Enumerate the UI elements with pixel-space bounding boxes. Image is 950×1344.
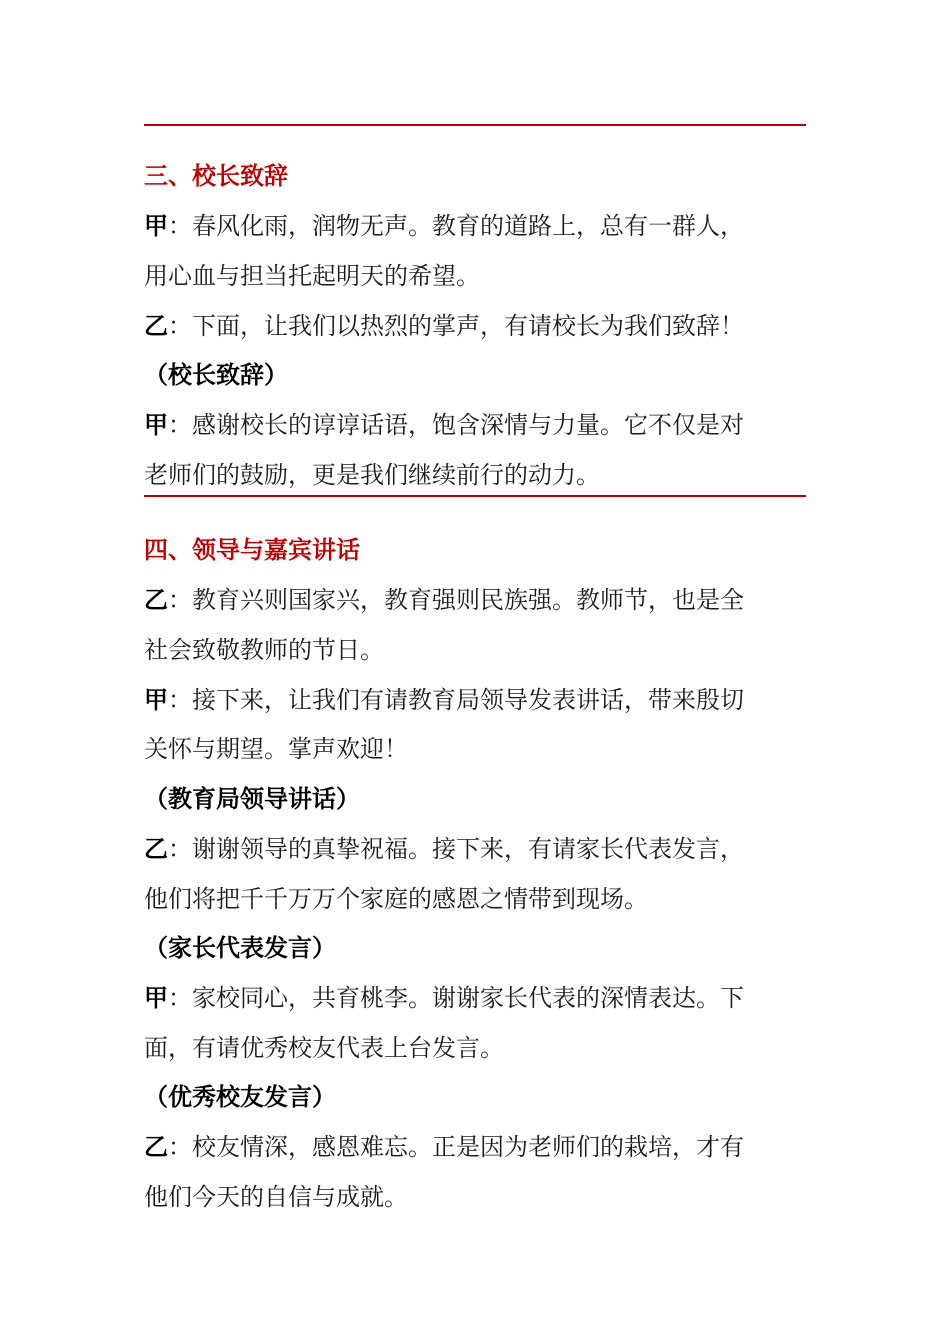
dialogue-text: ：家校同心，共育桃李。谢谢家长代表的深情表达。下	[168, 984, 744, 1012]
stage-direction: （优秀校友发言）	[144, 1083, 336, 1111]
speaker-label: 乙	[144, 835, 168, 863]
dialogue-line	[144, 633, 814, 667]
dialogue-line	[144, 458, 814, 492]
dialogue-text: ：下面，让我们以热烈的掌声，有请校长为我们致辞！	[168, 312, 744, 340]
dialogue-line	[144, 1180, 814, 1214]
speaker-label: 甲	[144, 212, 168, 240]
speaker-label: 乙	[144, 586, 168, 614]
dialogue-line	[144, 259, 814, 293]
section-heading-principal-speech: 三、校长致辞	[144, 162, 288, 190]
stage-direction: （校长致辞）	[144, 361, 288, 389]
dialogue-line	[144, 832, 814, 866]
dialogue-text: 关怀与期望。掌声欢迎！	[144, 735, 408, 763]
dialogue-text: 老师们的鼓励，更是我们继续前行的动力。	[144, 461, 600, 489]
section-divider	[144, 495, 806, 497]
speaker-label: 甲	[144, 411, 168, 439]
dialogue-text: ：校友情深，感恩难忘。正是因为老师们的栽培，才有	[168, 1133, 744, 1161]
dialogue-text: 他们将把千千万万个家庭的感恩之情带到现场。	[144, 885, 648, 913]
dialogue-line	[144, 732, 814, 766]
stage-direction: （教育局领导讲话）	[144, 785, 360, 813]
top-divider	[144, 124, 806, 126]
dialogue-text: 用心血与担当托起明天的希望。	[144, 262, 480, 290]
dialogue-line	[144, 583, 814, 617]
dialogue-line	[144, 309, 814, 343]
dialogue-line	[144, 209, 814, 243]
dialogue-text: ：春风化雨，润物无声。教育的道路上，总有一群人，	[168, 212, 744, 240]
dialogue-text: ：接下来，让我们有请教育局领导发表讲话，带来殷切	[168, 686, 744, 714]
speaker-label: 甲	[144, 686, 168, 714]
dialogue-text: 面，有请优秀校友代表上台发言。	[144, 1034, 504, 1062]
dialogue-text: 他们今天的自信与成就。	[144, 1183, 408, 1211]
dialogue-text: ：感谢校长的谆谆话语，饱含深情与力量。它不仅是对	[168, 411, 744, 439]
stage-direction: （家长代表发言）	[144, 934, 336, 962]
dialogue-line	[144, 981, 814, 1015]
section-heading-leader-speeches: 四、领导与嘉宾讲话	[144, 536, 360, 564]
speaker-label: 乙	[144, 1133, 168, 1161]
speaker-label: 乙	[144, 312, 168, 340]
speaker-label: 甲	[144, 984, 168, 1012]
dialogue-line	[144, 683, 814, 717]
dialogue-text: ：谢谢领导的真挚祝福。接下来，有请家长代表发言，	[168, 835, 744, 863]
dialogue-text: 社会致敬教师的节日。	[144, 636, 384, 664]
dialogue-line	[144, 1031, 814, 1065]
dialogue-line	[144, 408, 814, 442]
dialogue-text: ：教育兴则国家兴，教育强则民族强。教师节，也是全	[168, 586, 744, 614]
dialogue-line	[144, 1130, 814, 1164]
dialogue-line	[144, 882, 814, 916]
